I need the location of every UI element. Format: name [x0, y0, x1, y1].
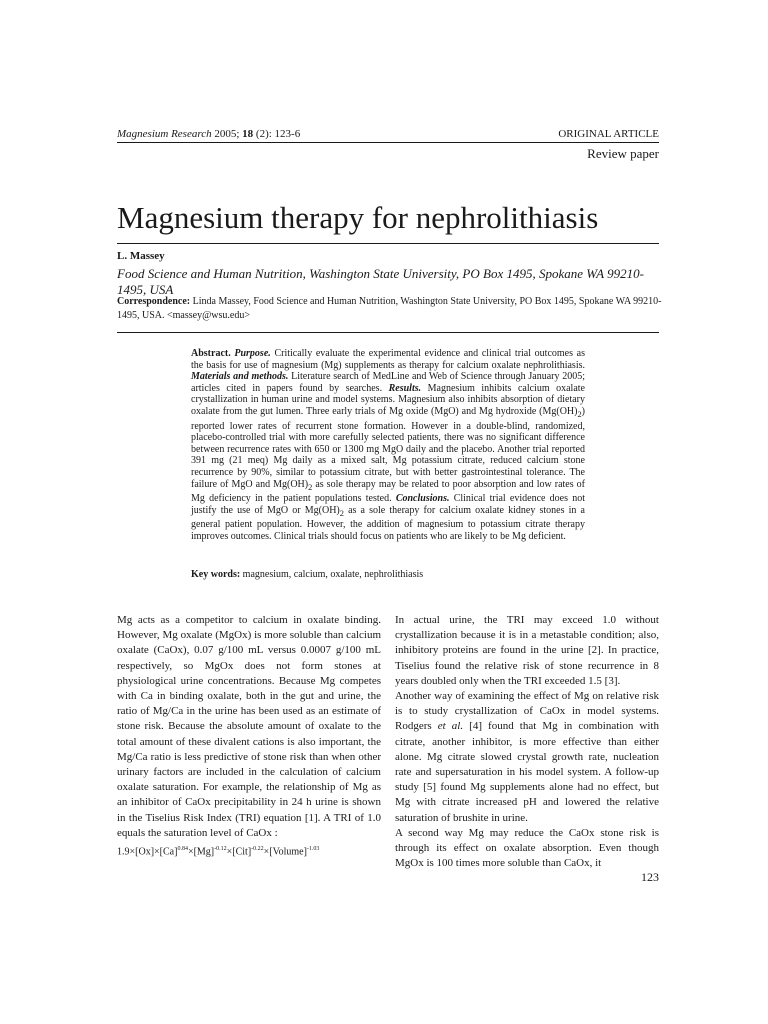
conclusions-text: Clinical trial evidence does not justify the use of MgO or Mg(OH) [191, 493, 586, 516]
keywords [191, 569, 585, 581]
abstract [191, 348, 585, 543]
equation-term: ×[Mg] [187, 846, 215, 858]
body-column-left [117, 613, 381, 841]
journal-volume: 18 [242, 128, 254, 140]
paragraph-text: [4] found that Mg in combination with citrate, another inhibitor, is more effective than either alone. Mg citrate slowed crystal growth rate, nucleation rate and supersaturation in his model system. A follow-up study [5] found Mg supplements alone had no effect, but Mg with citrate increased pH and lowered the relative saturation of brushite in urine. [395, 720, 659, 824]
results-label: Results. [388, 382, 422, 394]
body-paragraph [395, 689, 659, 826]
keywords-text: magnesium, calcium, oxalate, nephrolithiasis [240, 569, 424, 580]
equation-term: ×[Volume] [263, 846, 307, 858]
affiliation-divider [117, 332, 659, 333]
body-paragraph: Mg acts as a competitor to calcium in oxalate binding. However, Mg oxalate (MgOx) is more soluble than calcium oxalate (CaOx), 0.07 g/100 mL versus 0.0007 g/100 mL respectively, so MgOx does not form stones at physiological urine concentrations. Because Mg competes with Ca in binding oxalate, both in the gut and urine, the ratio of Mg/Ca in the urine has been used as an estimate of stone risk. Because the absolute amount of oxalate to the total amount of these divalent cations is also important, the Mg/Ca ratio is less predictive of stone risk than when other urinary factors are included in the calculation of calcium oxalate saturation. For example, the relationship of Mg as an inhibitor of CaOx precipitability in 24 h urine is shown in the Tiselius Risk Index (TRI) equation [1]. A TRI of 1.0 equals the saturation level of CaOx : [117, 614, 381, 839]
equation-exponent: -1.03 [306, 846, 320, 852]
conclusions-label: Conclusions. [395, 493, 450, 505]
subscript: 2 [308, 482, 313, 492]
journal-name: Magnesium Research [117, 128, 212, 140]
results-text-end: as sole therapy may be related to poor absorption and low rates of Mg deficiency in the patient populations tested. [191, 478, 585, 505]
equation-exponent: 0.84 [177, 846, 188, 852]
et-al: et al. [437, 720, 464, 733]
article-title: Magnesium therapy for nephrolithiasis [117, 200, 599, 235]
correspondence-label: Correspondence: [117, 296, 191, 307]
conclusions-text-end: as a sole therapy for calcium oxalate kidney stones in a general patient population. However, the addition of magnesium to potassium citrate therapy improves outcomes. Clinical trials should focus on patients who are likely to be Mg deficient. [191, 504, 585, 542]
purpose-text: Critically evaluate the experimental evidence and clinical trial outcomes as the basis for use of magnesium (Mg) supplements as therapy for calcium oxalate nephrolithiasis. [191, 348, 585, 371]
subscript: 2 [577, 409, 582, 419]
equation-term: 1.9×[Ox]×[Ca] [117, 846, 178, 858]
results-text-cont: ) reported lower rates of recurrent stone formation. However in a double-blind, randomized, placebo-controlled trial with more carefully selected patients, there was no significant difference between recurrence rates with 650 or 1300 mg MgO daily and the placebo. Another trial reported 391 mg (21 meq) Mg daily as a mixed salt, Mg potassium citrate, reduced calcium stone recurrence by 90%, similar to potassium citrate, but with better gastrointestinal tolerance. The failure of MgO and Mg(OH) [191, 405, 585, 490]
methods-label: Materials and methods. [191, 371, 289, 383]
body-paragraph: In actual urine, the TRI may exceed 1.0 without crystallization because it is in a metastable condition; also, inhibitory proteins are found in the urine [2]. In practice, Tiselius found the relative risk of stone recurrence in 8 years doubled only when the TRI exceeded 1.5 [3]. [395, 614, 659, 687]
review-label: Review paper [587, 146, 659, 161]
body-paragraph: A second way Mg may reduce the CaOx stone risk is through its effect on oxalate absorption. Even though MgOx is 100 times more soluble than CaOx, it [395, 826, 659, 870]
correspondence [117, 295, 662, 323]
header-divider [117, 142, 659, 143]
paragraph-text: Another way of examining the effect of Mg on relative risk is to study crystallization of CaOx in model systems. Rodgers [395, 690, 659, 733]
keywords-label: Key words: [191, 569, 241, 580]
methods-text: Literature search of MedLine and Web of Science through January 2005; articles cited in papers found by searches. [191, 371, 585, 394]
equation-exponent: -0.22 [251, 846, 264, 852]
affiliation: Food Science and Human Nutrition, Washington State University, PO Box 1495, Spokane WA 99210-1495, USA [117, 266, 644, 297]
abstract-label: Abstract. [191, 348, 231, 359]
tri-equation [117, 846, 319, 857]
body-column-right [395, 613, 659, 871]
purpose-label: Purpose. [234, 348, 271, 359]
journal-issue-pages: (2): 123-6 [253, 128, 301, 140]
title-divider [117, 243, 659, 244]
journal-citation [117, 128, 300, 140]
page-number: 123 [641, 870, 659, 884]
equation-exponent: -0.12 [214, 846, 227, 852]
correspondence-text: Linda Massey, Food Science and Human Nutrition, Washington State University, PO Box 1495, Spokane WA 99210-1495, USA. <massey@wsu.edu> [117, 296, 662, 321]
article-type: ORIGINAL ARTICLE [558, 128, 659, 140]
subscript: 2 [339, 508, 344, 518]
equation-term: ×[Cit] [226, 846, 252, 858]
author: L. Massey [117, 250, 165, 262]
results-text: Magnesium inhibits calcium oxalate crystallization in human urine and model systems. Magnesium also inhibits absorption of dietary oxalate from the gut lumen. Three early trials of Mg oxide (MgO) and Mg hydroxide (Mg(OH) [191, 382, 585, 417]
journal-year: 2005; [211, 128, 243, 140]
